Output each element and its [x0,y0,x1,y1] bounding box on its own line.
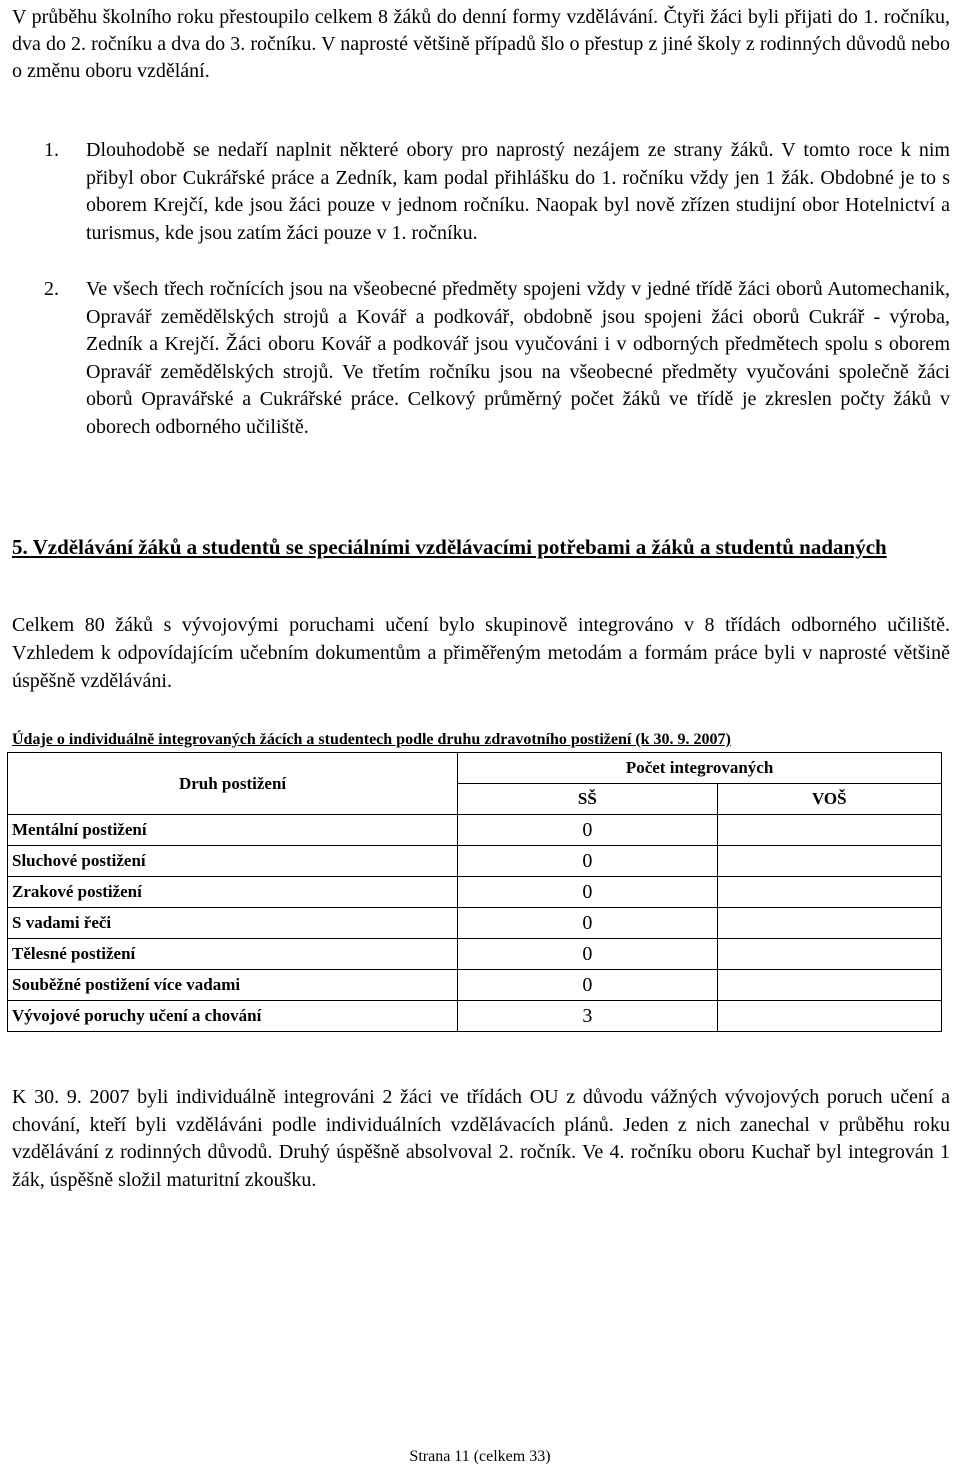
row-vos-value [717,877,941,908]
row-label: Vývojové poruchy učení a chování [8,1001,458,1032]
list-item-number: 1. [44,139,59,161]
row-ss-value: 0 [458,815,718,846]
section-paragraph: Celkem 80 žáků s vývojovými poruchami učení bylo skupinově integrováno v 8 třídách odborného učiliště. Vzhledem k odpovídajícím učebním dokumentům a přiměřeným metodám a formám práce byli v naprosté většině úspěšně vzděláváni. [12,614,950,692]
row-ss-value: 0 [458,970,718,1001]
row-ss-value: 0 [458,908,718,939]
table-row [8,970,942,1001]
row-ss-value: 0 [458,846,718,877]
intro-paragraph: V průběhu školního roku přestoupilo celkem 8 žáků do denní formy vzdělávání. Čtyři žáci byli přijati do 1. ročníku, dva do 2. ročníku a dva do 3. ročníku. V naprosté většině případů šlo o přestup z jiné školy z rodinných důvodů nebo o změnu oboru vzdělání. [12,6,950,82]
closing-paragraph: K 30. 9. 2007 byli individuálně integrováni 2 žáci ve třídách OU z důvodu vážných vývojových poruch učení a chování, kteří byli vzděláváni podle individuálních vzdělávacích plánů. Jeden z nich zanechal v průběhu roku vzdělávání z rodinných důvodů. Druhý úspěšně absolvoval 2. ročník. Ve 4. ročníku oboru Kuchař byl integrován 1 žák, úspěšně složil maturitní zkoušku. [12,1086,950,1191]
table-row [8,1001,942,1032]
table-row [8,939,942,970]
table-row [8,846,942,877]
header-ss: SŠ [458,784,718,815]
table-row [8,877,942,908]
row-vos-value [717,815,941,846]
row-label: Souběžné postižení více vadami [8,970,458,1001]
row-label: Sluchové postižení [8,846,458,877]
row-label: S vadami řeči [8,908,458,939]
table-row [8,908,942,939]
header-disability-type: Druh postižení [8,753,458,815]
row-vos-value [717,846,941,877]
list-item-text: Dlouhodobě se nedaří naplnit některé obory pro naprostý nezájem ze strany žáků. V tomto roce k nim přibyl obor Cukrářské práce a Zedník, kam podal přihlášku do 1. ročníku vždy jen 1 žák. Obdobné je to s oborem Krejčí, kde jsou žáci pouze v jednom ročníku. Naopak byl nově zřízen studijní obor Hotelnictví a turismus, kde jsou zatím žáci pouze v 1. ročníku. [86,139,950,244]
row-label: Mentální postižení [8,815,458,846]
row-vos-value [717,1001,941,1032]
integration-table [7,752,942,1032]
row-ss-value: 0 [458,939,718,970]
list-item-number: 2. [44,278,59,300]
header-vos: VOŠ [717,784,941,815]
row-vos-value [717,908,941,939]
list-item [44,276,950,441]
row-ss-value: 3 [458,1001,718,1032]
row-label: Zrakové postižení [8,877,458,908]
row-label: Tělesné postižení [8,939,458,970]
section-heading: 5. Vzdělávání žáků a studentů se speciálními vzdělávacími potřebami a žáků a studentů nadaných [12,535,887,559]
row-ss-value: 0 [458,877,718,908]
table-caption: Údaje o individuálně integrovaných žácích a studentech podle druhu zdravotního postižení (k 30. 9. 2007) [12,731,731,748]
row-vos-value [717,939,941,970]
list-item-text: Ve všech třech ročnících jsou na všeobecné předměty spojeni vždy v jedné třídě žáci oborů Automechanik, Opravář zemědělských strojů a Kovář a podkovář, obdobně jsou spojeni žáci oborů Cukrář - výroba, Zedník a Krejčí. Žáci oboru Kovář a podkovář jsou vyučováni i v odborných předmětech spolu s oborem Opravář zemědělských strojů. Ve třetím ročníku jsou na všeobecné předměty vyučováni společně žáci oborů Opravářské a Cukrářské práce. Celkový průměrný počet žáků ve třídě je zkreslen počty žáků v oborech odborného učiliště. [86,278,950,438]
page-footer: Strana 11 (celkem 33) [409,1448,551,1465]
list-item [44,137,950,247]
header-integrated-count: Počet integrovaných [458,753,942,784]
row-vos-value [717,970,941,1001]
table-row [8,815,942,846]
